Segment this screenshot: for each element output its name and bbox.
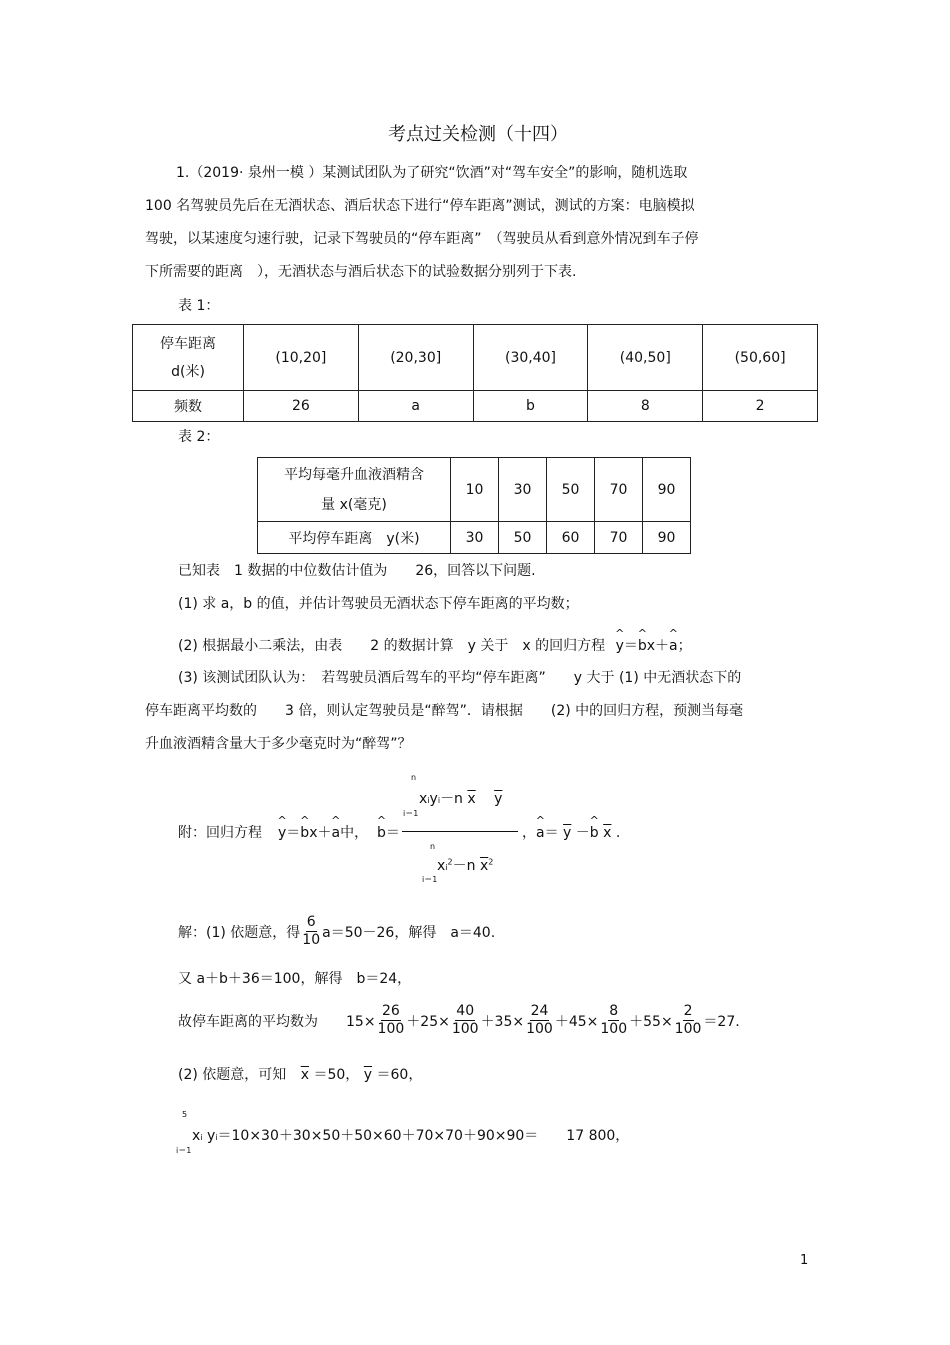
fraction-denominator: 100 bbox=[377, 1021, 405, 1037]
fraction-numerator: 40 bbox=[456, 1003, 475, 1019]
fraction-numerator: 24 bbox=[530, 1003, 549, 1019]
appendix-equation: ^ y＝^ bx＋^ a中， bbox=[278, 822, 368, 842]
table2-x-label bbox=[258, 458, 451, 522]
solution-1-suffix: a＝50－26，解得 a＝40. bbox=[322, 924, 496, 941]
table-1 bbox=[132, 324, 818, 422]
table1-freq-label: 频数 bbox=[133, 391, 244, 422]
appendix-label: 附：回归方程 bbox=[178, 825, 262, 841]
table2-x-row bbox=[258, 458, 691, 522]
operator-text: ＋35× bbox=[480, 1013, 525, 1030]
table2-y-value: 30 bbox=[451, 522, 499, 554]
fraction bbox=[302, 914, 320, 949]
solution-line-3 bbox=[178, 1003, 740, 1038]
solution-line-2: 又 a＋b＋36＝100，解得 b＝24， bbox=[178, 971, 412, 987]
a-hat-formula: ，^ $a= \overline{y}$ －^ b $\overline{x}$ . bbox=[522, 822, 620, 842]
question-3-line-2: 停车距离平均数的 3 倍，则认定驾驶员是“醉驾”．请根据 (2) 中的回归方程，预测当每毫 bbox=[145, 703, 744, 719]
fraction-numerator: 26 bbox=[382, 1003, 400, 1019]
y-bar: $\overline{y}$ bbox=[363, 1067, 373, 1083]
operator-text: ＝27. bbox=[703, 1013, 740, 1030]
sum-top-n-2: n bbox=[430, 842, 436, 851]
solution-4-prefix: (2) 依题意，可知 bbox=[178, 1067, 287, 1083]
solution-line-1 bbox=[178, 914, 495, 949]
table2-y-value: 60 bbox=[547, 522, 595, 554]
solution-3-prefix: 故停车距离的平均数为 15× bbox=[178, 1013, 376, 1030]
formula-denominator: $xi^2-n$ $\overline{x}^2$ bbox=[437, 857, 494, 874]
table1-interval: (50,60] bbox=[703, 325, 818, 391]
table1-header-label-line2: d(米) bbox=[171, 363, 205, 380]
fraction-numerator: 2 bbox=[683, 1003, 693, 1019]
table1-interval: (30,40] bbox=[473, 325, 588, 391]
fraction bbox=[600, 1003, 627, 1038]
table2-y-value: 50 bbox=[499, 522, 547, 554]
table2-x-label-line2: 量 x(毫克) bbox=[321, 496, 387, 513]
fraction bbox=[452, 1003, 479, 1038]
table2-y-value: 90 bbox=[643, 522, 691, 554]
b-hat-symbol: ^ b＝ bbox=[377, 822, 400, 842]
table1-freq: b bbox=[473, 391, 588, 422]
table2-y-label: 平均停车距离 y(米) bbox=[258, 522, 451, 554]
table1-freq: 26 bbox=[244, 391, 359, 422]
sum-top-n: n bbox=[411, 773, 417, 782]
table1-interval: (20,30] bbox=[358, 325, 473, 391]
solution-1-prefix: 解：(1) 依题意，得 bbox=[178, 924, 301, 941]
problem-line-2: 100 名驾驶员先后在无酒状态、酒后状态下进行“停车距离”测试，测试的方案：电脑模拟 bbox=[145, 198, 695, 214]
table-2 bbox=[257, 457, 691, 554]
table1-header-label bbox=[133, 325, 244, 391]
page-title: 考点过关检测（十四） bbox=[388, 124, 568, 145]
solution-4-end: ＝60， bbox=[376, 1067, 423, 1083]
appendix-zhong: 中， bbox=[340, 825, 369, 841]
fraction-denominator: 100 bbox=[674, 1021, 702, 1037]
table2-x-value: 10 bbox=[451, 458, 499, 522]
fraction bbox=[378, 1003, 405, 1038]
table1-freq: a bbox=[358, 391, 473, 422]
table1-label: 表 1： bbox=[178, 298, 220, 314]
table2-label: 表 2： bbox=[178, 429, 220, 445]
question-1: (1) 求 a，b 的值，并估计驾驶员无酒状态下停车距离的平均数； bbox=[178, 596, 579, 612]
question-2-text: (2) 根据最小二乘法，由表 2 的数据计算 y 关于 x 的回归方程 bbox=[178, 638, 606, 654]
sum-bot-i1-2: i＝1 bbox=[422, 875, 438, 884]
sum-bot-i1: i＝1 bbox=[403, 809, 419, 818]
operator-text: ＋25× bbox=[406, 1013, 450, 1030]
x-bar: $\overline{x}$ bbox=[300, 1067, 310, 1083]
table1-freq-row bbox=[133, 391, 818, 422]
problem-line-4: 下所需要的距离 ），无酒状态与酒后状态下的试验数据分别列于下表. bbox=[145, 264, 577, 280]
operator-text: ＋45× bbox=[554, 1013, 599, 1030]
table2-x-value: 70 bbox=[595, 458, 643, 522]
table1-header-row bbox=[133, 325, 818, 391]
regression-equation: ^ y＝^ bx＋^ a； bbox=[616, 638, 692, 654]
table2-x-value: 30 bbox=[499, 458, 547, 522]
known-statement: 已知表 1 数据的中位数估计值为 26，回答以下问题. bbox=[178, 563, 536, 579]
question-3-line-3: 升血液酒精含量大于多少毫克时为“醉驾”？ bbox=[145, 736, 412, 752]
formula-numerator: xiyi－n $\overline{x}$ $\overline{y}$ bbox=[419, 791, 503, 807]
sum-term: xi yi bbox=[192, 1128, 218, 1144]
fraction-denominator: 100 bbox=[451, 1021, 479, 1037]
table1-freq: 2 bbox=[703, 391, 818, 422]
table2-y-value: 70 bbox=[595, 522, 643, 554]
fraction bbox=[675, 1003, 702, 1038]
formula-fraction-bar bbox=[402, 831, 518, 832]
table2-x-value: 50 bbox=[547, 458, 595, 522]
table2-y-row bbox=[258, 522, 691, 554]
fraction-denominator: 10 bbox=[302, 932, 321, 948]
fraction-numerator: 6 bbox=[306, 914, 316, 930]
table1-freq: 8 bbox=[588, 391, 703, 422]
table1-header-label-line1: 停车距离 bbox=[160, 335, 216, 352]
sum-bot-i1-3: i＝1 bbox=[176, 1146, 192, 1155]
problem-line-1: 1.（2019· 泉州一模 ）某测试团队为了研究“饮酒”对“驾车安全”的影响，随机选取 bbox=[176, 165, 688, 181]
table1-interval: (40,50] bbox=[588, 325, 703, 391]
operator-text: ＋55× bbox=[629, 1013, 673, 1030]
question-2 bbox=[178, 635, 692, 655]
page-number: 1 bbox=[800, 1253, 809, 1268]
fraction-denominator: 100 bbox=[600, 1021, 628, 1037]
fraction-denominator: 100 bbox=[526, 1021, 553, 1037]
solution-5-expr: ＝10×30＋30×50＋50×60＋70×70＋90×90＝ 17 800， bbox=[217, 1128, 630, 1144]
solution-line-4 bbox=[178, 1064, 422, 1084]
sum-top-5: 5 bbox=[182, 1110, 188, 1119]
solution-4-mid: ＝50， bbox=[313, 1067, 360, 1083]
table1-interval: (10,20] bbox=[244, 325, 359, 391]
problem-line-3: 驾驶，以某速度匀速行驶，记录下驾驶员的“停车距离” （驾驶员从看到意外情况到车子停 bbox=[145, 231, 699, 247]
fraction bbox=[526, 1003, 553, 1038]
table2-x-value: 90 bbox=[643, 458, 691, 522]
table2-x-label-line1: 平均每毫升血液酒精含 bbox=[284, 466, 424, 483]
question-3-line-1: (3) 该测试团队认为： 若驾驶员酒后驾车的平均“停车距离” y 大于 (1) 中无酒状态下的 bbox=[178, 670, 742, 686]
fraction-numerator: 8 bbox=[609, 1003, 619, 1019]
solution-line-5 bbox=[192, 1125, 629, 1145]
